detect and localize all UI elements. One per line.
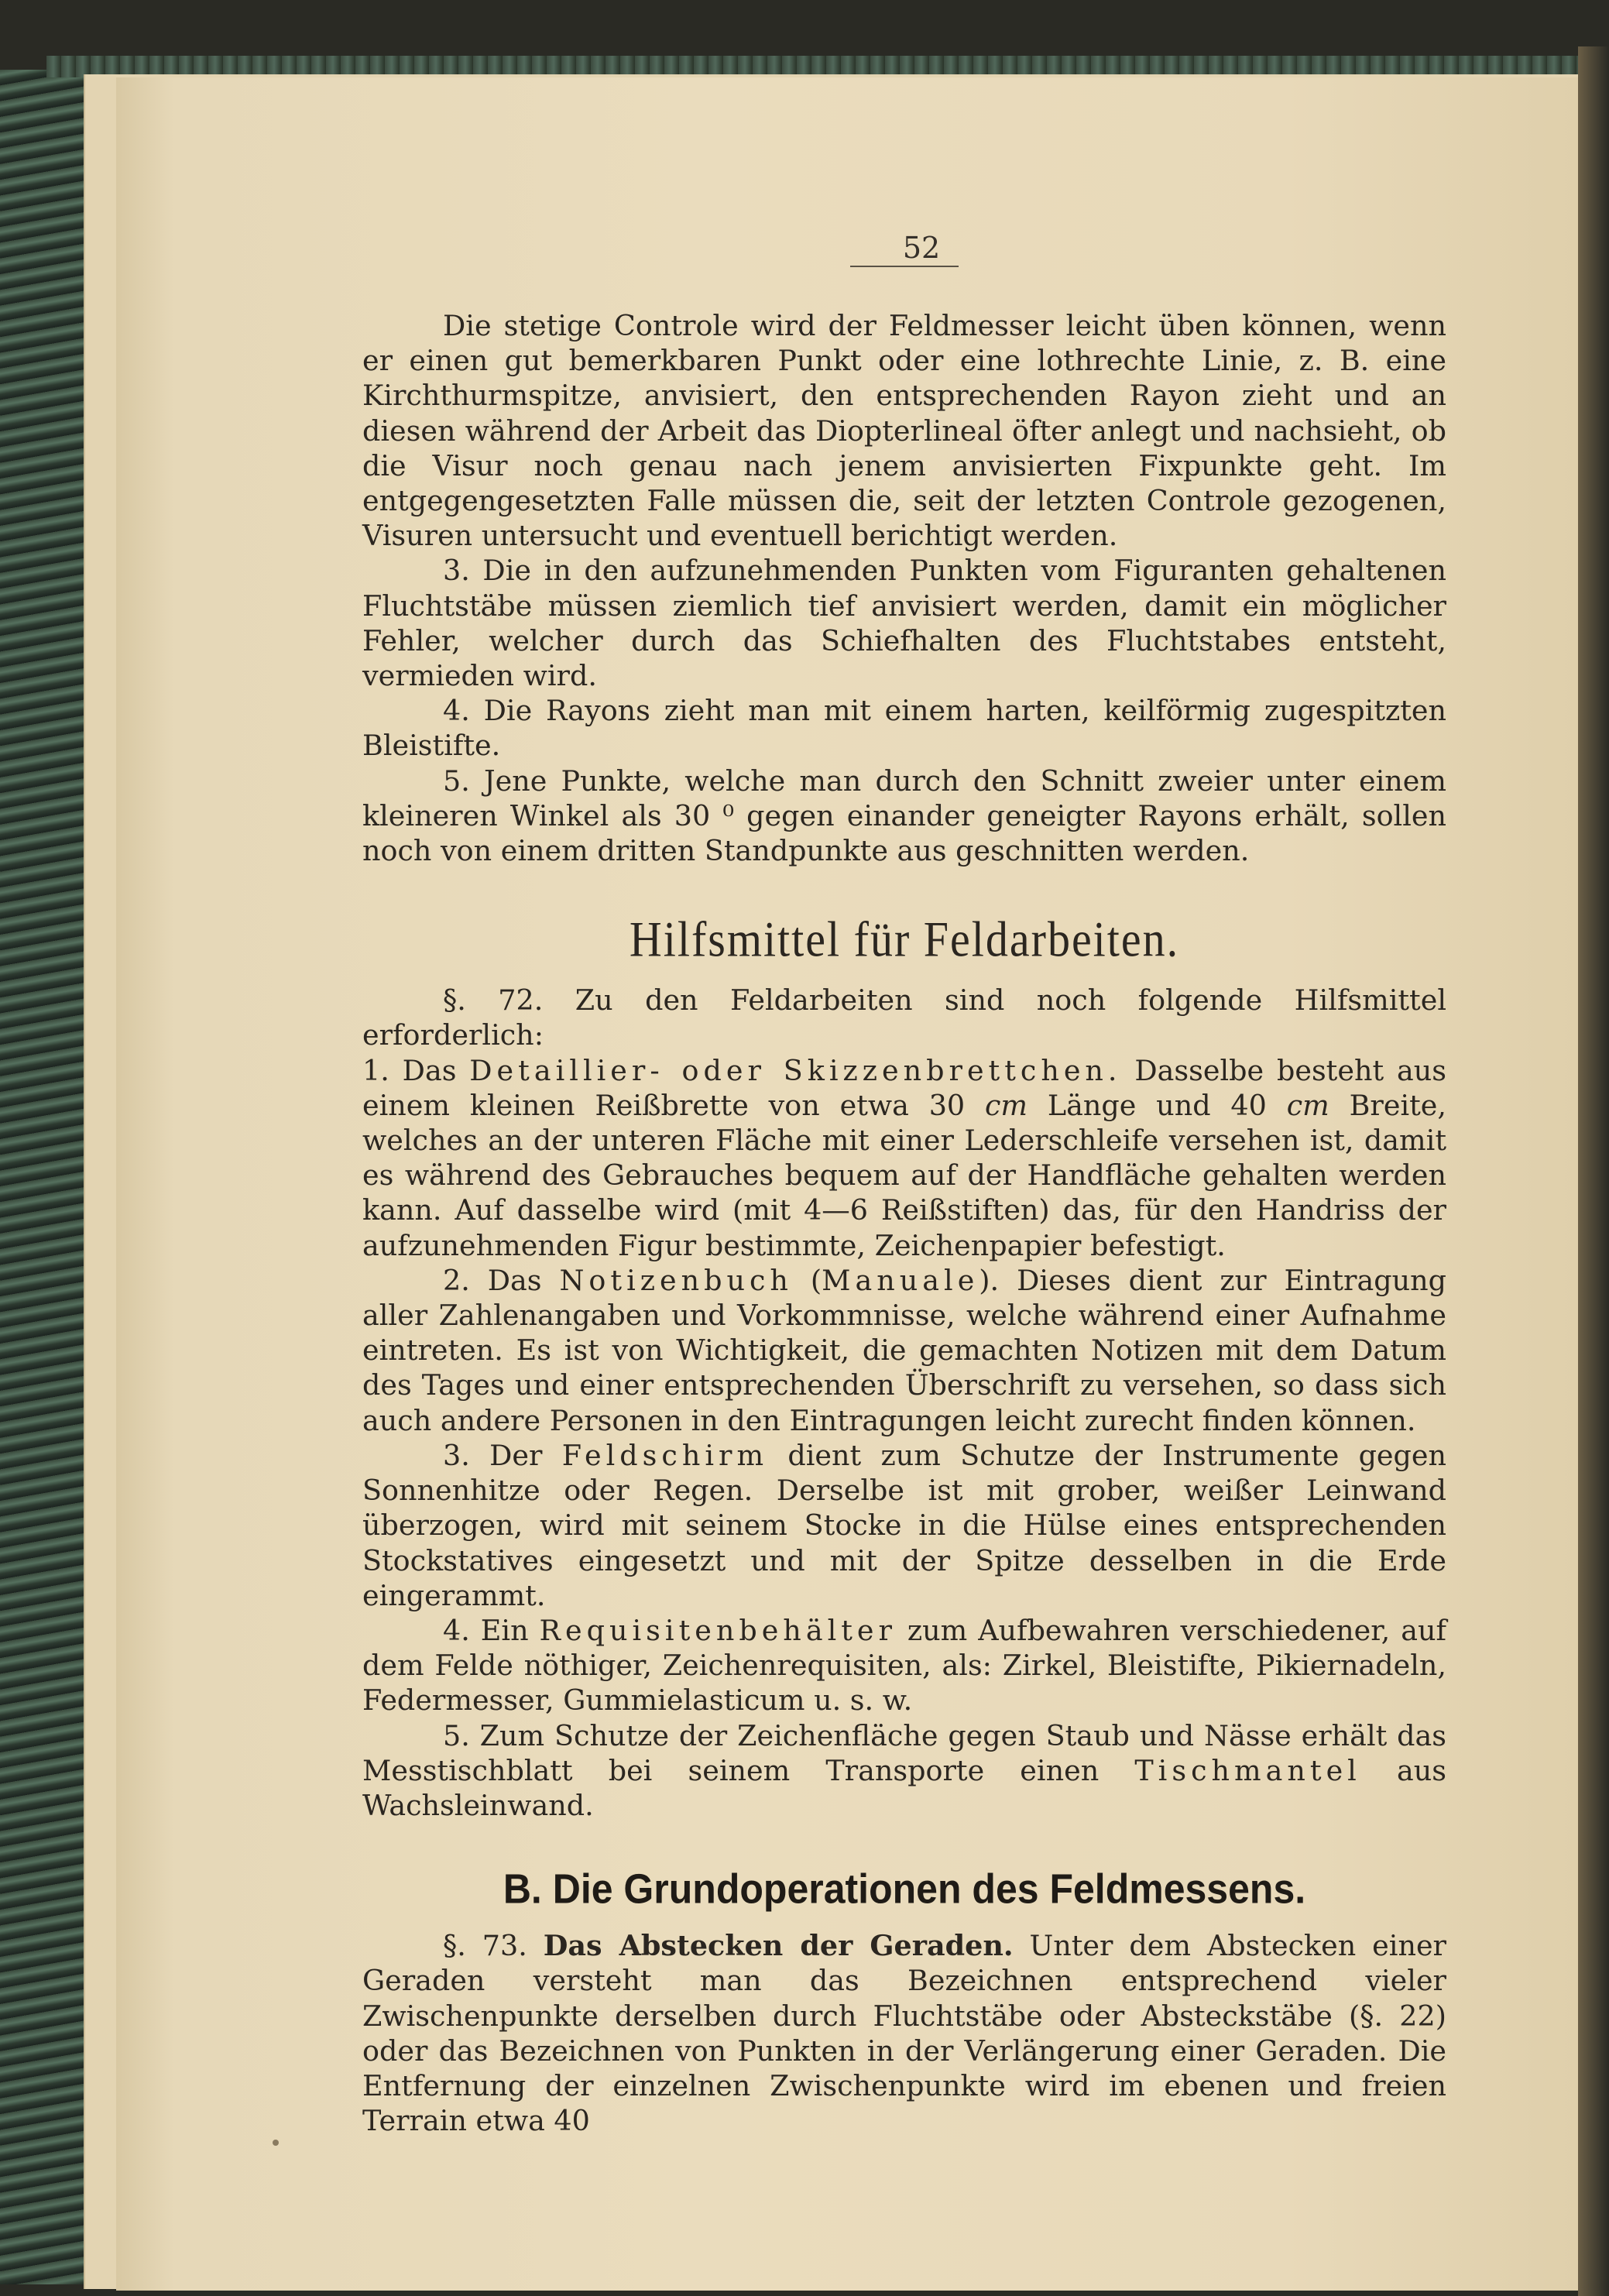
paragraph-72-intro: §. 72. Zu den Feldarbeiten sind noch folgende Hilfsmittel erforderlich: <box>362 983 1446 1052</box>
right-page-edge <box>1578 46 1609 2296</box>
item-term: Feldschirm <box>561 1438 769 1472</box>
item-prefix: 1. Das <box>362 1053 470 1087</box>
page-number: 52 <box>902 231 941 265</box>
paragraph-item-1 <box>362 1053 1446 1263</box>
chapter-heading: B. Die Grundoperationen des Feldmessens. <box>503 1865 1306 1913</box>
item-text: Breite, welches an der unteren Fläche mit einer Lederschleife versehen ist, damit es während des Gebrauches bequem auf der Handfläche gehalten werden kann. Auf dasselbe wird (mit 4—6 Reißstiften) das, für den Handriss der aufzunehmenden Figur bestimmte, Zeichenpapier befestigt. <box>362 1088 1446 1262</box>
paragraph: 5. Jene Punkte, welche man durch den Schnitt zweier unter einem kleineren Winkel als 30 ⁰ gegen einander geneigter Rayons erhält, sollen noch von einem dritten Standpunkte aus geschnitten werden. <box>362 764 1446 868</box>
item-prefix: 4. Ein <box>443 1613 540 1647</box>
book-binding <box>0 70 95 2284</box>
item-text: dient zum Schutze der Instrumente gegen Sonnenhitze oder Regen. Derselbe ist mit grober, weißer Leinwand überzogen, wird mit seinem Stocke in die Hülse eines entsprechenden Stockstatives eingesetzt und mit der Spitze desselben in die Erde eingerammt. <box>362 1438 1447 1612</box>
paragraph: 4. Die Rayons zieht man mit einem harten, keilförmig zugespitzten Bleistifte. <box>362 694 1446 763</box>
item-term: Notizenbuch <box>559 1263 793 1297</box>
paragraph-item-4 <box>362 1613 1446 1718</box>
item-text: zum Aufbewahren verschiedener, auf dem Felde nöthiger, Zeichenrequisiten, als: Zirkel, Bleistifte, Pikiernadeln, Federmesser, Gummielasticum u. s. w. <box>362 1613 1446 1718</box>
item-text: ). Dieses dient zur Eintragung aller Zahlenangaben und Vorkommnisse, welche während einer Aufnahme eintreten. Es ist von Wichtigkeit, die gemachten Notizen mit dem Datum des Tages und einer entsprechenden Überschrift zu versehen, so dass sich auch andere Personen in den Eintragungen leicht zurecht finden können. <box>362 1263 1446 1437</box>
paragraph-item-3 <box>362 1438 1446 1613</box>
item-term: Manuale <box>822 1263 979 1297</box>
section-prefix: §. 73. <box>443 1929 544 1963</box>
section-title: Das Abstecken der Geraden. <box>543 1929 1014 1963</box>
page-number-rule <box>850 266 959 267</box>
ink-speck <box>273 2140 279 2146</box>
body-text <box>362 308 1446 2138</box>
item-text: 5. Zum Schutze der Zeichenfläche gegen Staub und Nässe erhält das Messtischblatt bei seinem Transporte einen <box>362 1718 1446 1787</box>
section-heading: Hilfsmittel für Feldarbeiten. <box>629 911 1180 968</box>
paragraph: 3. Die in den aufzunehmenden Punkten vom Figuranten gehaltenen Fluchtstäbe müssen ziemlich tief anvisiert werden, damit ein möglicher Fehler, welcher durch das Schiefhalten des Fluchtstabes entsteht, vermieden wird. <box>362 554 1446 693</box>
unit: cm <box>984 1088 1028 1122</box>
item-term: Detaillier- oder Skizzenbrettchen. <box>469 1053 1122 1087</box>
unit: cm <box>1286 1088 1329 1122</box>
item-term: Requisitenbehälter <box>539 1613 897 1647</box>
item-text: aus Wachsleinwand. <box>362 1753 1446 1822</box>
paragraph-item-2 <box>362 1263 1446 1438</box>
paragraph: Die stetige Controle wird der Feldmesser leicht üben können, wenn er einen gut bemerkbaren Punkt oder eine lothrechte Linie, z. B. eine Kirchthurmspitze, anvisiert, den entsprechenden Rayon zieht und an diesen während der Arbeit das Diopterlineal öfter anlegt und nachsieht, ob die Visur noch genau nach jenem anvisierten Fixpunkte geht. Im entgegengesetzten Falle müssen die, seit der letzten Controle gezogenen, Visuren untersucht und eventuell berichtigt werden. <box>362 309 1446 553</box>
item-prefix: 2. Das <box>443 1263 560 1297</box>
item-text: Länge und 40 <box>1027 1088 1287 1122</box>
paragraph-73 <box>362 1928 1446 2138</box>
paragraph-item-5 <box>362 1718 1446 1824</box>
item-term: Tischmantel <box>1134 1753 1361 1787</box>
section-text: Unter dem Abstecken einer Geraden versteht man das Bezeichnen entsprechend vieler Zwischenpunkte derselben durch Fluchtstäbe oder Absteckstäbe (§. 22) oder das Bezeichnen von Punkten in der Verlängerung einer Geraden. Die Entfernung der einzelnen Zwischenpunkte wird im ebenen und freien Terrain etwa 40 <box>362 1929 1446 2138</box>
item-text: Dasselbe besteht aus einem kleinen Reißbrette von etwa 30 <box>362 1053 1446 1122</box>
item-text: ( <box>792 1263 822 1297</box>
item-prefix: 3. Der <box>443 1438 562 1472</box>
